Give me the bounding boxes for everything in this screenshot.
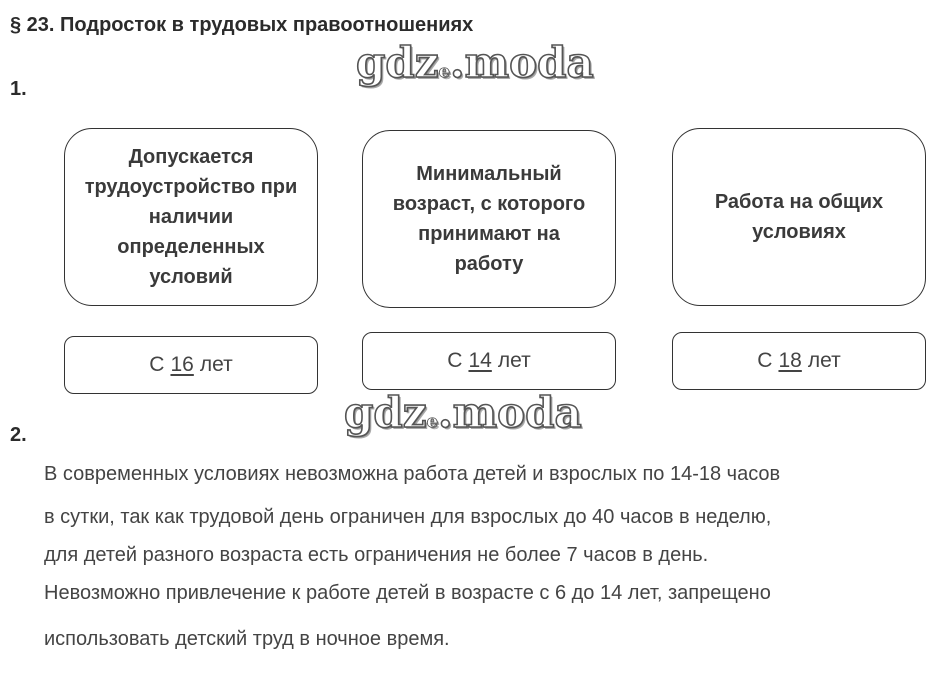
- condition-box-3: [672, 128, 926, 306]
- watermark-middle: gdze.moda: [344, 388, 582, 437]
- age-box-1: [64, 336, 318, 394]
- answer-line-2: в сутки, так как трудовой день ограничен для взрослых до 40 часов в неделю,: [44, 506, 772, 528]
- age-prefix: С: [447, 349, 463, 372]
- age-answer: 18: [778, 349, 802, 372]
- age-answer: 14: [468, 349, 492, 372]
- age-suffix: лет: [497, 349, 531, 372]
- section-heading: § 23. Подросток в трудовых правоотношениях: [10, 14, 474, 36]
- task-2-number: 2.: [10, 424, 27, 446]
- age-box-3: [672, 332, 926, 390]
- answer-line-3: для детей разного возраста есть ограничения не более 7 часов в день.: [44, 544, 709, 566]
- task-1-number: 1.: [10, 78, 27, 100]
- age-suffix: лет: [807, 349, 841, 372]
- answer-line-4: Невозможно привлечение к работе детей в возрасте с 6 до 14 лет, запрещено: [44, 582, 771, 604]
- answer-line-1: В современных условиях невозможна работа детей и взрослых по 14-18 часов: [44, 463, 781, 485]
- watermark-top: gdze.moda: [356, 38, 594, 87]
- condition-box-1: [64, 128, 318, 306]
- condition-box-2-text: Минимальный возраст, с которого принимают на работу: [392, 163, 586, 275]
- age-prefix: С: [757, 349, 773, 372]
- age-prefix: С: [149, 353, 165, 376]
- answer-line-5: использовать детский труд в ночное время.: [44, 628, 450, 650]
- condition-box-3-text: Работа на общих условиях: [714, 191, 884, 243]
- age-box-2: [362, 332, 616, 390]
- condition-box-1-text: Допускается трудоустройство при наличии определенных условий: [84, 146, 298, 288]
- condition-box-2: [362, 130, 616, 308]
- age-answer: 16: [170, 353, 194, 376]
- age-suffix: лет: [199, 353, 233, 376]
